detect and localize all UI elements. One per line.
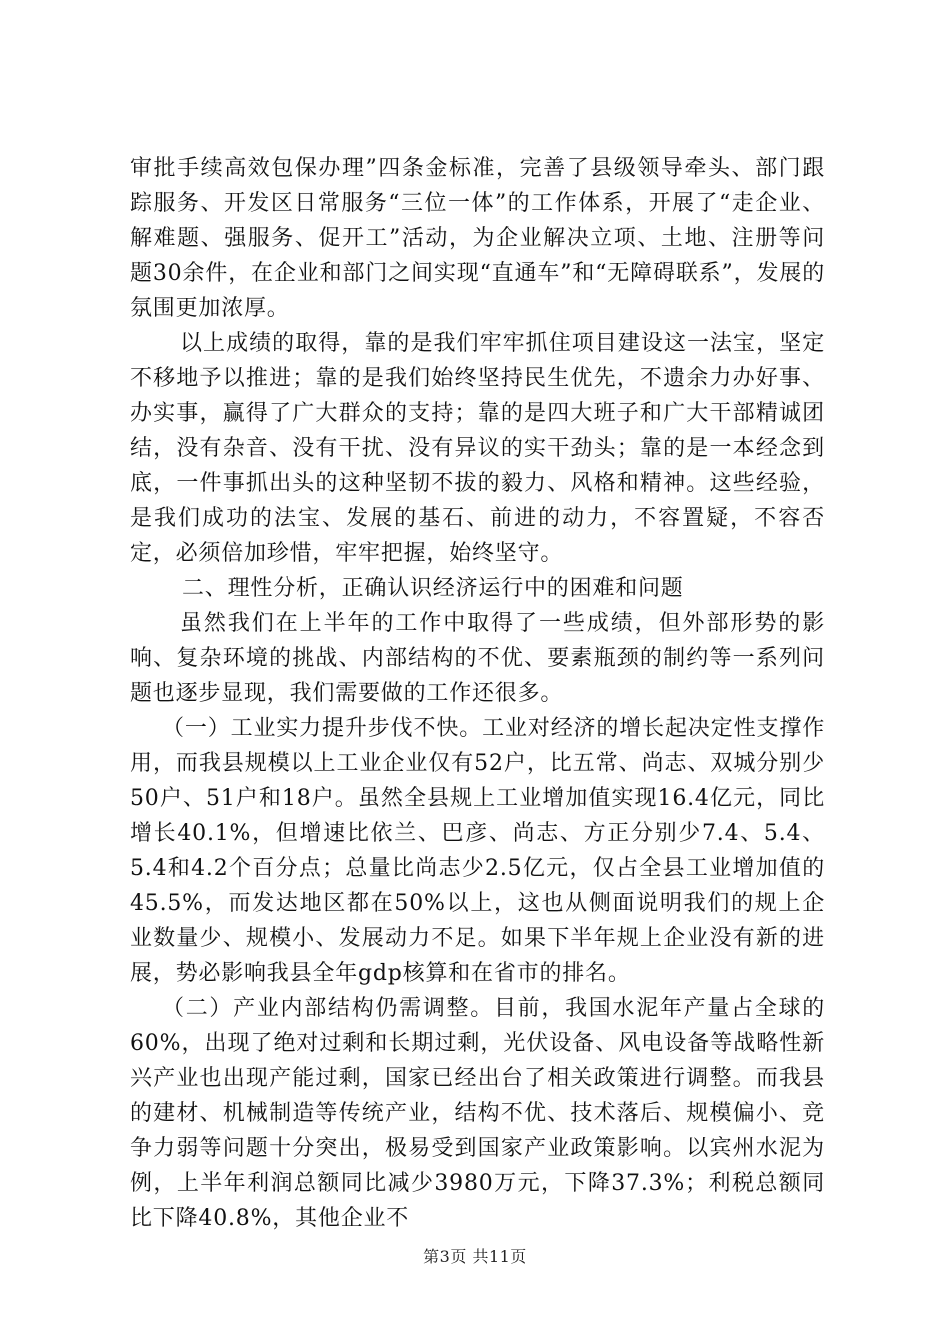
section-heading-2: 二、理性分析，正确认识经济运行中的困难和问题 (182, 576, 684, 601)
paragraph-problems-intro: 虽然我们在上半年的工作中取得了一些成绩，但外部形势的影响、复杂环境的挑战、内部结构的不优、要素瓶颈的制约等一系列问题也逐步显现，我们需要做的工作还很多。 (130, 611, 825, 706)
paragraph-achievements-summary: 以上成绩的取得，靠的是我们牢牢抓住项目建设这一法宝，坚定不移地予以推进；靠的是我们始终坚持民生优先，不遗余力办好事、办实事，赢得了广大群众的支持；靠的是四大班子和广大干部精诚团结，没有杂音、没有干扰、没有异议的实干劲头；靠的是一本经念到底，一件事抓出头的这种坚韧不拔的毅力、风格和精神。这些经验，是我们成功的法宝、发展的基石、前进的动力，不容置疑，不容否定，必须倍加珍惜，牢牢把握，始终坚守。 (130, 331, 825, 566)
paragraph-industry-structure: （二）产业内部结构仍需调整。目前，我国水泥年产量占全球的60%，出现了绝对过剩和长期过剩，光伏设备、风电设备等战略性新兴产业也出现产能过剩，国家已经出台了相关政策进行调整。而我县的建材、机械制造等传统产业，结构不优、技术落后、规模偏小、竞争力弱等问题十分突出，极易受到国家产业政策影响。以宾州水泥为例，上半年利润总额同比减少3980万元，下降37.3%；利税总额同比下降40.8%，其他企业不 (130, 996, 825, 1231)
document-body (130, 151, 825, 1236)
paragraph-continued: 审批手续高效包保办理”四条金标准，完善了县级领导牵头、部门跟踪服务、开发区日常服务“三位一体”的工作体系，开展了“走企业、解难题、强服务、促开工”活动，为企业解决立项、土地、注册等问题30余件，在企业和部门之间实现“直通车”和“无障碍联系”，发展的氛围更加浓厚。 (130, 156, 825, 321)
paragraph-industry-strength: （一）工业实力提升步伐不快。工业对经济的增长起决定性支撑作用，而我县规模以上工业企业仅有52户，比五常、尚志、双城分别少50户、51户和18户。虽然全县规上工业增加值实现16.4亿元，同比增长40.1%，但增速比依兰、巴彦、尚志、方正分别少7.4、5.4、5.4和4.2个百分点；总量比尚志少2.5亿元，仅占全县工业增加值的45.5%，而发达地区都在50%以上，这也从侧面说明我们的规上企业数量少、规模小、发展动力不足。如果下半年规上企业没有新的进展，势必影响我县全年gdp核算和在省市的排名。 (130, 716, 825, 986)
page-number-footer: 第3页 共11页 (423, 1247, 527, 1266)
